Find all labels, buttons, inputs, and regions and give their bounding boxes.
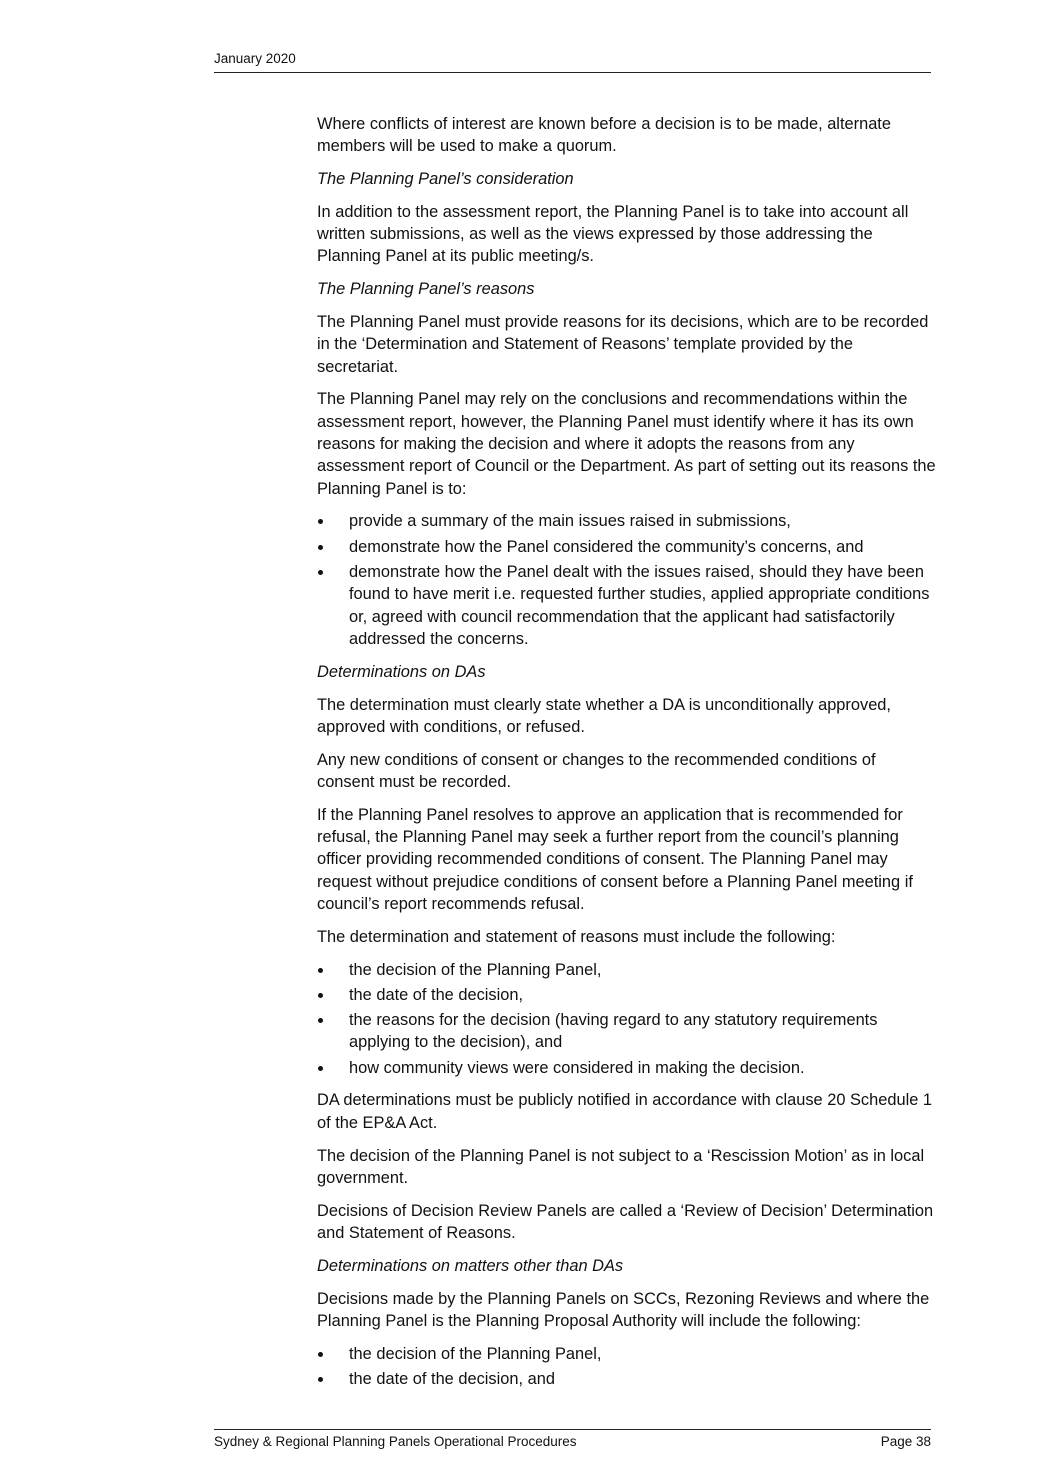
paragraph-review-decision: Decisions of Decision Review Panels are called a ‘Review of Decision’ Determination and Statement of Reasons. [317, 1201, 934, 1242]
list-item: the date of the decision, [349, 985, 524, 1004]
list-item: how community views were considered in making the decision. [349, 1058, 805, 1077]
heading-consideration: The Planning Panel’s consideration [317, 170, 574, 189]
page-footer [214, 1429, 931, 1451]
heading-reasons: The Planning Panel’s reasons [317, 280, 535, 299]
paragraph-refusal: If the Planning Panel resolves to approve an application that is recommended for refusal, the Planning Panel may seek a further report from the council’s planning officer providing recommended conditions of consent. The Planning Panel may request without prejudice conditions of consent before a Planning Panel meeting if council’s report recommends refusal. [317, 805, 913, 913]
paragraph-rescission: The decision of the Planning Panel is not subject to a ‘Rescission Motion’ as in local government. [317, 1146, 925, 1187]
paragraph-public-notice: DA determinations must be publicly notified in accordance with clause 20 Schedule 1 of the EP&A Act. [317, 1091, 933, 1132]
page-number: Page 38 [880, 1434, 931, 1449]
paragraph-conflicts: Where conflicts of interest are known before a decision is to be made, alternate members will be used to make a quorum. [317, 115, 891, 156]
paragraph-reasons-reliance: The Planning Panel may rely on the conclusions and recommendations within the assessment report, however, the Planning Panel must identify where it has its own reasons for making the decision and where it adopts the reasons from any assessment report of Council or the Department. As part of setting out its reasons the Planning Panel is to: [317, 390, 936, 498]
list-item: provide a summary of the main issues raised in submissions, [349, 512, 791, 531]
list-item: demonstrate how the Panel dealt with the issues raised, should they have been found to have merit i.e. requested further studies, applied appropriate conditions or, agreed with council recommendation that the applicant had satisfactorily addressed the concerns. [349, 563, 930, 648]
paragraph-reasons-template: The Planning Panel must provide reasons for its decisions, which are to be recorded in the ‘Determination and Statement of Reasons’ template provided by the secretariat. [317, 313, 929, 376]
paragraph-other-decisions: Decisions made by the Planning Panels on SCCs, Rezoning Reviews and where the Planning Panel is the Planning Proposal Authority will include the following: [317, 1289, 930, 1330]
other-decisions-list [317, 1343, 937, 1391]
footer-title: Sydney & Regional Planning Panels Operational Procedures [214, 1434, 577, 1449]
reasons-list [317, 510, 937, 650]
list-item: the decision of the Planning Panel, [349, 960, 602, 979]
heading-determinations-das: Determinations on DAs [317, 662, 486, 681]
header-date: January 2020 [214, 51, 296, 66]
list-item: the date of the decision, and [349, 1369, 555, 1388]
paragraph-determination-state: The determination must clearly state whether a DA is unconditionally approved, approved with conditions, or refused. [317, 695, 891, 736]
list-item: the reasons for the decision (having regard to any statutory requirements applying to the decision), and [349, 1011, 878, 1052]
paragraph-new-conditions: Any new conditions of consent or changes to the recommended conditions of consent must be recorded. [317, 750, 876, 791]
list-item: demonstrate how the Panel considered the community’s concerns, and [349, 537, 864, 556]
document-body [317, 113, 937, 1401]
list-item: the decision of the Planning Panel, [349, 1344, 602, 1363]
heading-other-matters: Determinations on matters other than DAs [317, 1256, 624, 1275]
paragraph-consideration: In addition to the assessment report, the Planning Panel is to take into account all written submissions, as well as the views expressed by those addressing the Planning Panel at its public meeting/s. [317, 202, 909, 266]
page-header [214, 50, 931, 73]
statement-list [317, 959, 937, 1079]
paragraph-statement-includes: The determination and statement of reasons must include the following: [317, 927, 836, 946]
